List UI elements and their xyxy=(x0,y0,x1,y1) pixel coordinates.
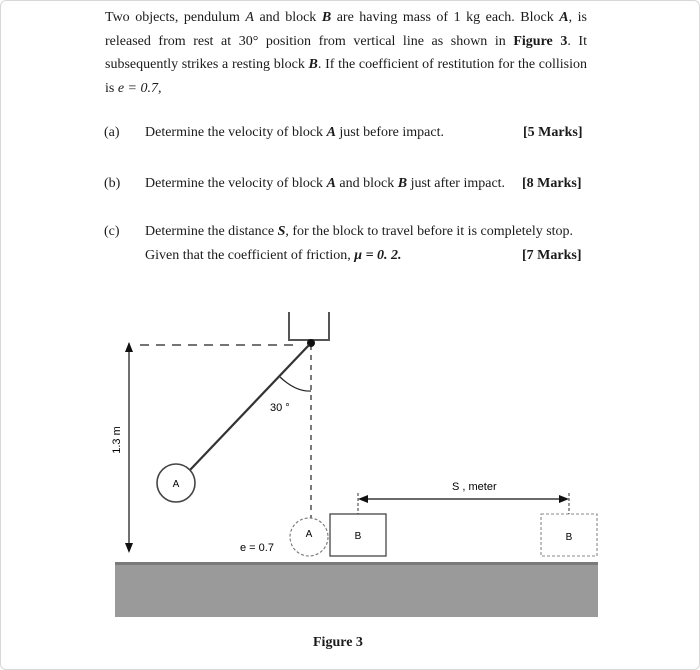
question-c-mu: μ = 0. 2. xyxy=(354,248,402,263)
question-c-line2-pre: Given that the coefficient of friction, xyxy=(145,248,355,263)
question-b-text-mid: and block xyxy=(335,176,398,191)
ground-top-edge xyxy=(115,562,598,565)
height-label: 1.3 m xyxy=(111,426,123,454)
question-a-var: A xyxy=(326,125,336,140)
question-a-text-post: just before impact. xyxy=(335,125,444,140)
intro-text-5: . It subsequently strikes a resting block xyxy=(105,33,587,72)
question-c-var-s: S xyxy=(277,224,286,239)
question-b-label: (b) xyxy=(104,176,121,191)
intro-text-2: and block xyxy=(253,10,322,25)
distance-arrow-left-icon xyxy=(358,495,368,503)
distance-arrow-right-icon xyxy=(559,495,569,503)
intro-var-a2: A xyxy=(559,10,569,25)
question-c-label: (c) xyxy=(104,224,120,239)
intro-text-1: Two objects, pendulum xyxy=(105,10,246,25)
question-a-marks: [5 Marks] xyxy=(523,125,583,140)
question-b-text-post: just after impact. xyxy=(407,176,506,191)
question-b-var-b: B xyxy=(397,176,408,191)
intro-text-4: , is released from rest at 30° position from vertical line as shown in xyxy=(105,10,587,49)
angle-arc xyxy=(280,377,311,391)
intro-text-6: . If the coefficient of restitution for the collision is xyxy=(105,57,588,96)
pendulum-bob-released-label: A xyxy=(172,479,180,490)
question-c-marks: [7 Marks] xyxy=(522,248,582,263)
intro-figure-ref: Figure 3 xyxy=(513,33,568,49)
intro-var-a: A xyxy=(245,10,254,25)
pendulum-rod xyxy=(190,345,309,470)
question-a-label: (a) xyxy=(104,125,120,140)
intro-text-3: are having mass of 1 kg each. Block xyxy=(331,10,560,25)
question-c-line1-pre: Determine the distance xyxy=(145,224,278,239)
question-a-text-pre: Determine the velocity of block xyxy=(145,125,327,140)
intro-var-b2: B xyxy=(308,57,318,72)
question-c-line1-post: , for the block to travel before it is completely stop. xyxy=(285,224,574,239)
angle-label: 30 ° xyxy=(270,402,290,414)
distance-label: S , meter xyxy=(452,481,497,493)
question-b-marks: [8 Marks] xyxy=(522,176,582,191)
figure-caption: Figure 3 xyxy=(313,635,363,650)
intro-e-value: e = 0.7, xyxy=(117,80,162,96)
height-arrow-top-icon xyxy=(125,342,133,352)
question-b-text-pre: Determine the velocity of block xyxy=(145,176,327,191)
ceiling-support xyxy=(289,312,329,340)
intro-var-b: B xyxy=(321,10,332,25)
pendulum-bob-impact-label: A xyxy=(305,529,313,540)
ground-surface xyxy=(115,562,598,617)
restitution-label: e = 0.7 xyxy=(240,542,274,554)
question-b-var-a: A xyxy=(326,176,336,191)
block-b-initial-label: B xyxy=(354,531,362,542)
height-arrow-bottom-icon xyxy=(125,543,133,553)
block-b-final-label: B xyxy=(565,532,573,543)
